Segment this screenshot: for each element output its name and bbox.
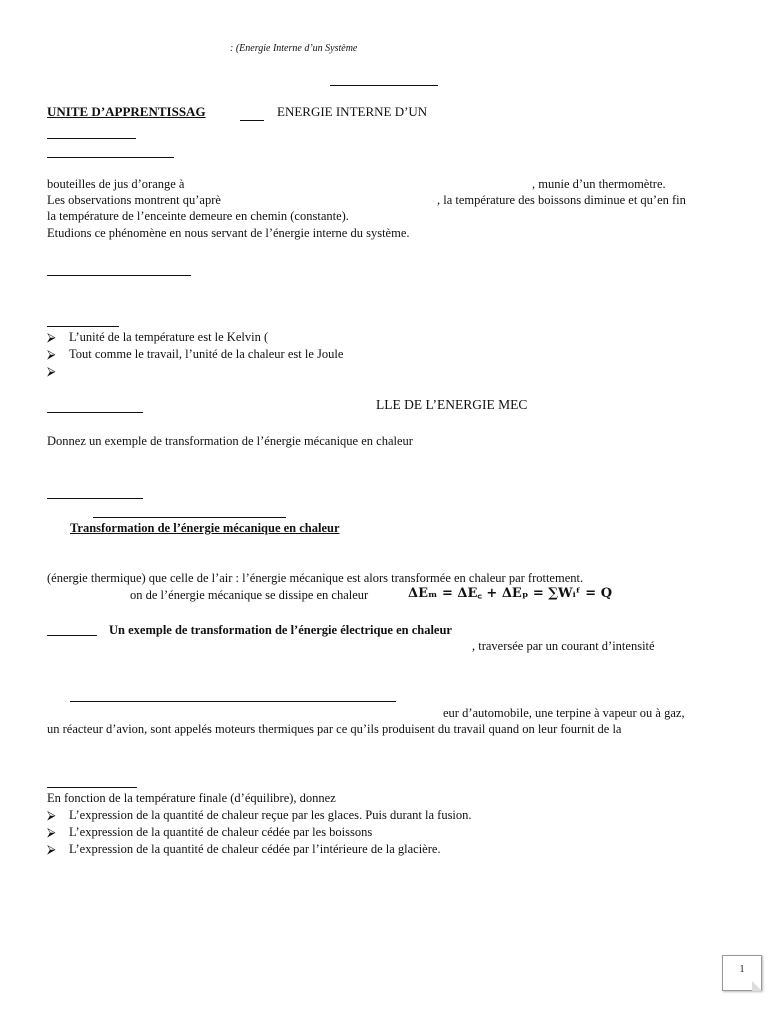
page-number-box xyxy=(722,955,762,991)
section-rule-6 xyxy=(47,498,143,499)
units-list-item: L’unité de la température est le Kelvin ( xyxy=(69,330,269,344)
section-rule-10 xyxy=(47,787,137,788)
arrowhead-bullet-icon: ⮚ xyxy=(47,347,56,361)
exercise-item: L’expression de la quantité de chaleur cédée par l’intérieure de la glacière. xyxy=(69,842,441,856)
section-rule-9 xyxy=(70,701,396,702)
unit-label: UNITE D’APPRENTISSAG xyxy=(47,104,206,119)
page-fold-icon xyxy=(752,981,762,991)
question-text: Donnez un exemple de transformation de l’énergie mécanique en chaleur xyxy=(47,434,413,448)
arrowhead-bullet-icon: ⮚ xyxy=(47,330,56,344)
transf-mec-line-2: on de l’énergie mécanique se dissipe en chaleur xyxy=(130,588,369,602)
unit-label-underline xyxy=(240,120,264,121)
transf-elec-line-1: , traversée par un courant d’intensité xyxy=(472,639,655,653)
units-list-item: Tout comme le travail, l’unité de la chaleur est le Joule xyxy=(69,347,344,361)
intro-line-2a: Les observations montrent qu’aprè xyxy=(47,193,221,207)
section-rule-8 xyxy=(47,635,97,636)
section-rule-1 xyxy=(47,138,136,139)
document-header-title: : (Energie Interne d’un Système xyxy=(230,43,358,54)
section-rule-3 xyxy=(47,275,191,276)
intro-line-2b: , la température des boissons diminue et qu’en fin xyxy=(437,193,686,207)
header-underline xyxy=(330,85,438,86)
exercise-item: L’expression de la quantité de chaleur cédée par les boissons xyxy=(69,825,373,839)
energy-formula: ΔEₘ = ΔE꜀ + ΔEₚ = ∑Wᵢᶠ = Q xyxy=(408,586,613,601)
section-rule-2 xyxy=(47,157,174,158)
section-rule-5 xyxy=(47,412,143,413)
arrowhead-bullet-icon: ⮚ xyxy=(47,808,56,822)
moteurs-line-2: un réacteur d’avion, sont appelés moteurs thermiques par ce qu’ils produisent du travail quand on leur fournit de la xyxy=(47,722,622,736)
transf-elec-heading: Un exemple de transformation de l’énergie électrique en chaleur xyxy=(109,623,452,637)
arrowhead-bullet-icon: ⮚ xyxy=(47,364,56,378)
transf-mec-line-1: (énergie thermique) que celle de l’air : l’énergie mécanique est alors transformée en chaleur par frottement. xyxy=(47,571,584,585)
section-rule-7 xyxy=(93,517,286,518)
intro-line-4: Etudions ce phénomène en nous servant de l’énergie interne du système. xyxy=(47,226,410,240)
moteurs-line-1: eur d’automobile, une terpine à vapeur ou à gaz, xyxy=(443,706,685,720)
page-number: 1 xyxy=(739,964,745,975)
intro-line-3: la température de l’enceinte demeure en chemin (constante). xyxy=(47,209,349,223)
section-rule-4 xyxy=(47,326,119,327)
arrowhead-bullet-icon: ⮚ xyxy=(47,825,56,839)
section-title-mec: LLE DE L’ENERGIE MEC xyxy=(376,397,528,412)
arrowhead-bullet-icon: ⮚ xyxy=(47,842,56,856)
exercise-item: L’expression de la quantité de chaleur reçue par les glaces. Puis durant la fusion. xyxy=(69,808,472,822)
unit-title: ENERGIE INTERNE D’UN xyxy=(277,104,428,119)
intro-line-1b: , munie d’un thermomètre. xyxy=(532,177,666,191)
intro-line-1a: bouteilles de jus d’orange à xyxy=(47,177,185,191)
exercise-intro: En fonction de la température finale (d’équilibre), donnez xyxy=(47,791,336,805)
transf-mec-heading: Transformation de l’énergie mécanique en chaleur xyxy=(70,521,340,535)
